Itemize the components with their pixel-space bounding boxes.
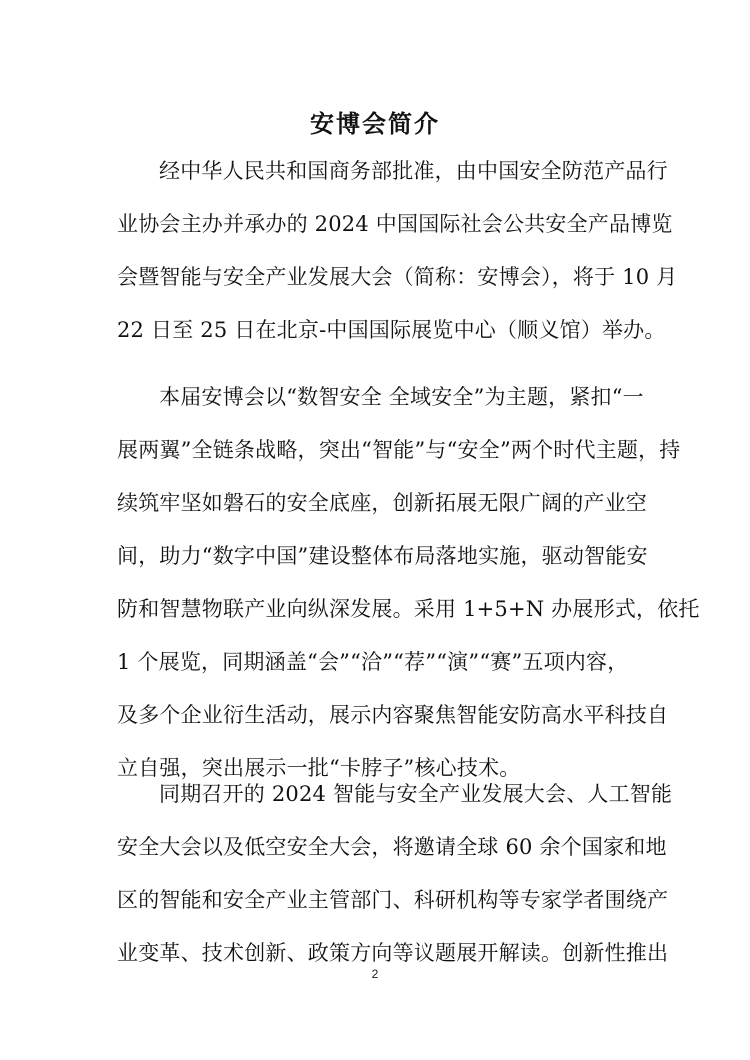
paragraph-2-line-8: 立自强，突出展示一批“卡脖子”核心技术。	[117, 756, 521, 780]
paragraph-2-line-1: 本届安博会以“数智安全 全域安全”为主题，紧扣“一	[159, 385, 644, 409]
paragraph-2-line-2: 展两翼”全链条战略，突出“智能”与“安全”两个时代主题，持	[117, 438, 681, 462]
paragraph-3-line-3: 区的智能和安全产业主管部门、科研机构等专家学者围绕产	[117, 888, 669, 912]
paragraph-3-line-1: 同期召开的 2024 智能与安全产业发展大会、人工智能	[159, 782, 673, 806]
paragraph-2-line-3: 续筑牢坚如磐石的安全底座，创新拓展无限广阔的产业空	[117, 491, 647, 515]
paragraph-1-line-2: 业协会主办并承办的 2024 中国国际社会公共安全产品博览	[117, 212, 673, 236]
paragraph-1	[117, 145, 678, 357]
paragraph-2-line-7: 及多个企业衍生活动，展示内容聚焦智能安防高水平科技自	[117, 703, 669, 727]
page-number: 2	[371, 967, 379, 981]
paragraph-2-line-4: 间，助力“数字中国”建设整体布局落地实施，驱动智能安	[117, 544, 648, 568]
document-title: 安博会简介	[310, 110, 440, 139]
paragraph-3-line-2: 安全大会以及低空安全大会，将邀请全球 60 余个国家和地	[117, 835, 667, 859]
paragraph-2	[117, 371, 700, 795]
paragraph-1-line-3: 会暨智能与安全产业发展大会（简称：安博会），将于 10 月	[117, 265, 678, 289]
paragraph-2-line-6: 1 个展览，同期涵盖“会”“洽”“荐”“演”“赛”五项内容，	[117, 650, 629, 674]
paragraph-2-line-5: 防和智慧物联产业向纵深发展。采用 1+5+N 办展形式，依托	[117, 597, 700, 621]
paragraph-1-line-4: 22 日至 25 日在北京-中国国际展览中心（顺义馆）举办。	[117, 318, 666, 342]
paragraph-1-line-1: 经中华人民共和国商务部批准，由中国安全防范产品行	[159, 159, 668, 183]
paragraph-3-line-4: 业变革、技术创新、政策方向等议题展开解读。创新性推出	[117, 941, 669, 965]
paragraph-3	[117, 768, 673, 980]
